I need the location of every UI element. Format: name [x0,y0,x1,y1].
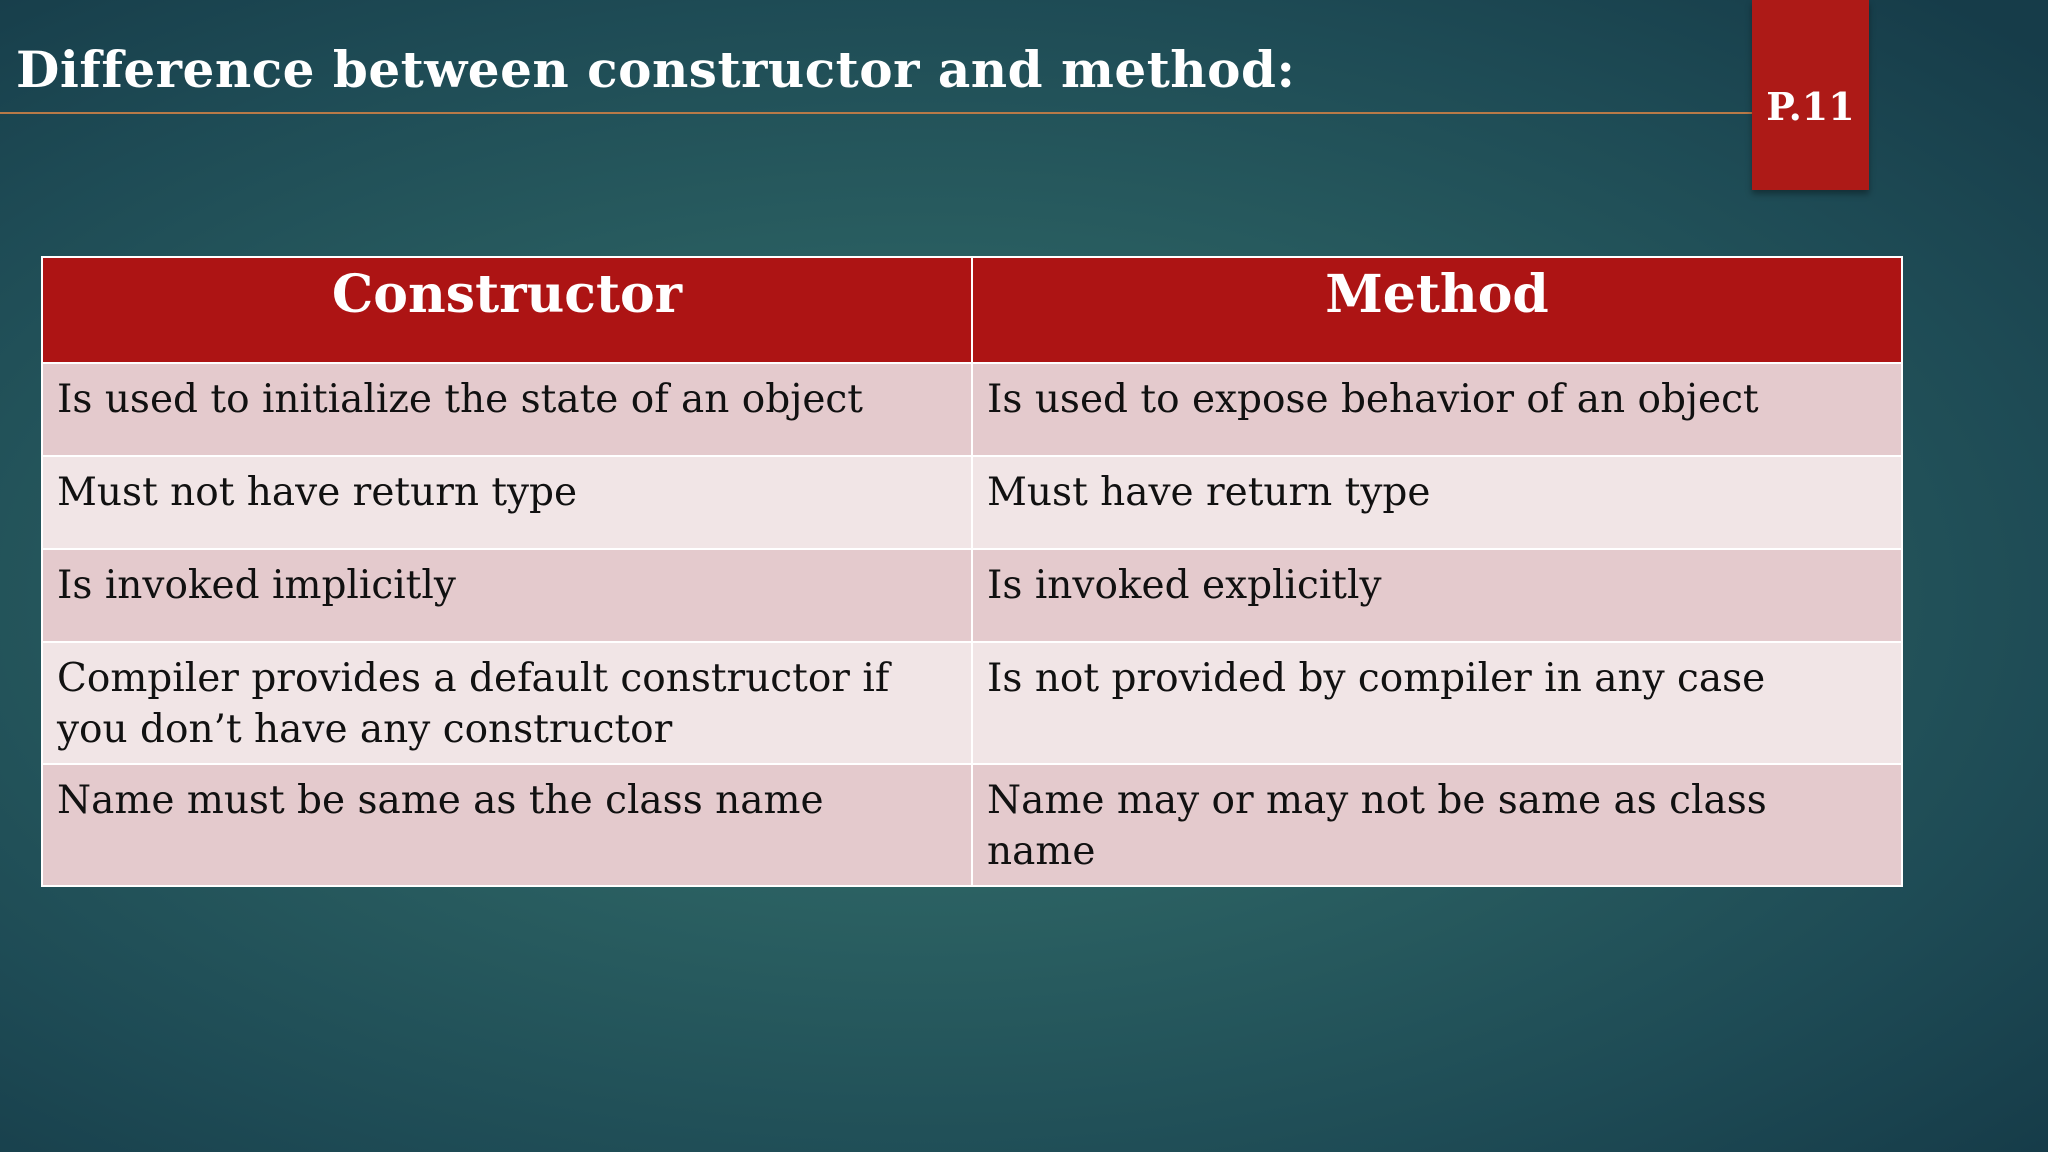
constructor-cell: Is invoked implicitly [42,549,972,642]
header-constructor: Constructor [42,257,972,363]
header-method: Method [972,257,1902,363]
slide-title: Difference between constructor and method: [16,40,1296,99]
constructor-cell: Must not have return type [42,456,972,549]
constructor-cell: Compiler provides a default constructor if you don’t have any constructor [42,642,972,764]
table-row [42,456,1902,549]
method-cell: Is not provided by compiler in any case [972,642,1902,764]
table-row [42,764,1902,886]
method-cell: Is used to expose behavior of an object [972,363,1902,456]
method-cell: Name may or may not be same as class name [972,764,1902,886]
page-number-tab [1752,0,1869,190]
constructor-cell: Is used to initialize the state of an object [42,363,972,456]
constructor-cell: Name must be same as the class name [42,764,972,886]
method-cell: Is invoked explicitly [972,549,1902,642]
comparison-table [41,256,1903,887]
table-row [42,642,1902,764]
table-row [42,549,1902,642]
page-number: P.11 [1766,84,1855,129]
method-cell: Must have return type [972,456,1902,549]
table-row [42,363,1902,456]
table-header-row [42,257,1902,363]
title-divider [0,112,1752,114]
